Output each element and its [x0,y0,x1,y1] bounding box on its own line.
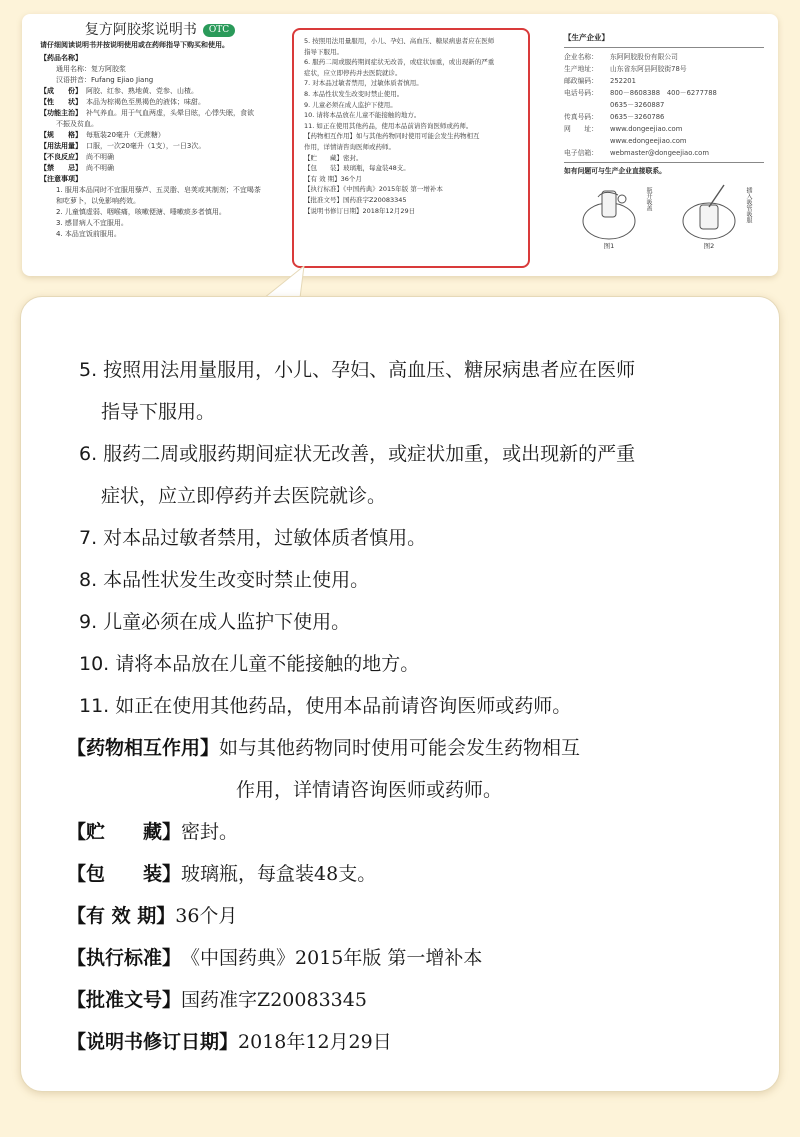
company-note: 如有问题可与生产企业直接联系。 [564,167,666,175]
leaflet-middle-line: 作用，详情请咨询医师或药师。 [304,142,395,151]
enlarged-card [20,296,780,1092]
leaflet-middle-line: 指导下服用。 [304,47,343,56]
leaflet-left-text: 本品为棕褐色至黑褐色的液体；味甜。 [86,98,205,106]
precaution-list [79,349,759,727]
company-value: 东阿阿胶股份有限公司 [610,53,678,61]
company-row [564,63,764,75]
company-key: 生产地址： [564,65,598,73]
company-row [564,123,764,135]
leaflet-left-row [40,53,280,64]
section-body-continued: 作用，详情请咨询医师或药师。 [236,779,503,801]
leaflet-middle-column [292,14,530,276]
info-section [67,937,759,979]
leaflet-left-text: 尚不明确 [86,164,114,172]
precaution-item: 6. 服药二周或服药期间症状无改善，或症状加重，或出现新的严重 [79,443,636,465]
leaflet-left-head: 【注意事项】 [40,175,82,183]
leaflet-middle-line: 【药物相互作用】如与其他药物同时使用可能会发生药物相互 [304,132,480,141]
figure-1-caption: 图1 [603,242,615,250]
company-row [564,135,764,147]
precaution-item-continued: 症状，应立即停药并去医院就诊。 [101,485,387,507]
leaflet-left-text: 尚不明确 [86,153,114,161]
leaflet-left-head: 【药品名称】 [40,54,82,62]
section-heading: 【包 装】 [67,863,182,885]
section-heading: 【批准文号】 [67,989,182,1011]
leaflet-middle-line: 【包 装】玻璃瓶，每盒装48支。 [304,164,410,173]
leaflet-middle-line: 6. 服药二周或服药期间症状无改善，或症状加重，或出现新的严重 [304,58,495,67]
company-heading: 【生产企业】 [564,33,609,42]
usage-figures [564,183,764,252]
company-key: 电话号码： [564,89,598,97]
section-heading: 【有 效 期】 [67,905,176,927]
company-value: 800－8608388 400－6277788 [610,89,717,97]
leaflet-left-lines [40,53,280,240]
company-key [564,99,610,111]
precaution-item: 9. 儿童必须在成人监护下使用。 [79,611,351,633]
leaflet-middle-line: 8. 本品性状发生改变时禁止使用。 [304,89,404,98]
divider [564,47,764,48]
company-row [564,87,764,99]
straw-insert-icon [678,183,740,241]
bottle-open-icon [578,183,640,241]
leaflet-left-row [40,207,280,218]
company-key: 企业名称： [564,53,598,61]
leaflet-middle-line: 【说明书修订日期】2018年12月29日 [304,206,416,215]
leaflet-left-head: 【禁 忌】 [40,164,82,172]
callout-pointer [264,266,324,298]
leaflet-left-text: 2. 儿童慎虚弱、咽喉痛，咳嗽便溏、唾嗽痰多者慎用。 [56,208,226,216]
leaflet-left-text: 和吃萝卜，以免影响药效。 [56,197,140,205]
section-heading: 【执行标准】 [67,947,182,969]
leaflet-left-text: 3. 感冒病人不宜服用。 [56,219,128,227]
section-body: 2018年12月29日 [238,1031,392,1053]
leaflet-left-head: 【不良反应】 [40,153,82,161]
leaflet-left-row [40,196,280,207]
company-row [564,99,764,111]
company-key: 网 址： [564,125,598,133]
section-heading: 【药物相互作用】 [67,737,220,759]
leaflet-middle-line: 10. 请将本品放在儿童不能接触的地方。 [304,111,421,120]
leaflet-left-row [40,64,280,75]
leaflet-left-text: 汉语拼音：Fufang Ejiao Jiang [56,76,154,84]
enlarged-content [67,349,759,1063]
leaflet-middle-line: 症状，应立即停药并去医院就诊。 [304,68,402,77]
section-body: 玻璃瓶，每盒装48支。 [181,863,377,885]
figure-1-label: 瓶开吸盖 [645,187,652,211]
leaflet-middle-line: 11. 如正在使用其他药品，使用本品前请咨询医师或药师。 [304,121,473,130]
leaflet-left-text: 补气养血。用于气血两虚，头晕目眩，心悸失眠，食欲 [86,109,254,117]
precaution-item-continued: 指导下服用。 [101,401,216,423]
precaution-item: 8. 本品性状发生改变时禁止使用。 [79,569,370,591]
leaflet-right-column [564,14,764,276]
info-section [67,727,759,769]
company-key: 邮政编码： [564,77,598,85]
company-row [564,51,764,63]
leaflet-middle-lines [304,36,518,216]
leaflet-middle-line: 【有 效 期】36个月 [304,174,362,183]
leaflet-left-row [40,97,280,108]
leaflet-thumbnail [22,14,778,276]
leaflet-left-row [40,86,280,97]
section-body: 密封。 [181,821,239,843]
company-value: 252201 [610,77,636,85]
precaution-item: 10. 请将本品放在儿童不能接触的地方。 [79,653,420,675]
figure-1 [574,183,652,252]
otc-badge: OTC [203,24,235,37]
leaflet-warning: 请仔细阅读说明书并按说明使用或在药师指导下购买和使用。 [40,41,229,49]
leaflet-left-head: 【性 状】 [40,98,82,106]
leaflet-left-row [40,174,280,185]
leaflet-left-text: 通用名称：复方阿胶浆 [56,65,126,73]
company-row [564,75,764,87]
company-value: www.edongeejiao.com [610,137,687,145]
leaflet-left-text: 不振及贫血。 [56,120,98,128]
precaution-item: 11. 如正在使用其他药品，使用本品前请咨询医师或药师。 [79,695,572,717]
figure-2 [674,183,752,252]
leaflet-middle-line: 【贮 藏】密封。 [304,153,363,162]
leaflet-middle-line: 7. 对本品过敏者禁用，过敏体质者慎用。 [304,79,423,88]
leaflet-left-text: 口服，一次20毫升（1支），一日3次。 [86,142,206,150]
info-section [67,895,759,937]
precaution-item: 7. 对本品过敏者禁用，过敏体质者慎用。 [79,527,427,549]
section-body: 国药准字Z20083345 [181,989,367,1011]
divider [564,162,764,163]
highlight-box [292,28,530,268]
figure-2-label: 插入吸管吸服 [745,187,752,223]
leaflet-left-row [40,130,280,141]
leaflet-middle-line: 【执行标准】《中国药典》2015年版 第一增补本 [304,185,443,194]
leaflet-left-text: 4. 本品宜饭前服用。 [56,230,121,238]
leaflet-left-row [40,119,280,130]
leaflet-left-row [40,218,280,229]
info-section [67,811,759,853]
leaflet-left-row [40,108,280,119]
company-value: www.dongeejiao.com [610,125,683,133]
figure-2-caption: 图2 [703,242,715,250]
precaution-item: 5. 按照用法用量服用，小儿、孕妇、高血压、糖尿病患者应在医师 [79,359,636,381]
leaflet-left-row [40,185,280,196]
info-sections [67,727,759,1063]
leaflet-title: 复方阿胶浆说明书 [84,22,197,38]
leaflet-title-row [40,24,280,37]
company-value: 0635－3260786 [610,113,665,121]
leaflet-left-column [40,14,280,276]
company-key: 电子信箱： [564,149,598,157]
company-value: 0635－3260887 [610,101,665,109]
section-body: 如与其他药物同时使用可能会发生药物相互 [219,737,581,759]
company-key [564,135,610,147]
company-value: webmaster@dongeejiao.com [610,149,709,157]
leaflet-middle-line: 【批准文号】国药准字Z20083345 [304,195,407,204]
company-row [564,111,764,123]
leaflet-middle-line: 9. 儿童必须在成人监护下使用。 [304,100,397,109]
leaflet-left-head: 【功能主治】 [40,109,82,117]
leaflet-left-text: 1. 服用本品同时不宜服用藜芦、五灵脂、皂荚或其制剂；不宜喝茶 [56,186,261,194]
leaflet-left-head: 【成 份】 [40,87,82,95]
company-row [564,147,764,159]
info-section [67,979,759,1021]
leaflet-left-head: 【用法用量】 [40,142,82,150]
info-section [67,853,759,895]
leaflet-left-row [40,152,280,163]
company-value: 山东省东阿县阿胶街78号 [610,65,687,73]
leaflet-left-row [40,163,280,174]
leaflet-middle-line: 5. 按照用法用量服用，小儿、孕妇、高血压、糖尿病患者应在医师 [304,37,495,45]
section-body: 36个月 [175,905,238,927]
leaflet-left-row [40,75,280,86]
leaflet-left-row [40,229,280,240]
leaflet-left-row [40,141,280,152]
section-heading: 【贮 藏】 [67,821,182,843]
leaflet-left-text: 每瓶装20毫升（无蔗糖） [86,131,165,139]
leaflet-left-text: 阿胶、红参、熟地黄、党参、山楂。 [86,87,198,95]
section-body: 《中国药典》2015年版 第一增补本 [181,947,483,969]
company-key: 传真号码： [564,113,598,121]
info-section [67,1021,759,1063]
leaflet-left-head: 【规 格】 [40,131,82,139]
section-heading: 【说明书修订日期】 [67,1031,239,1053]
company-rows [564,51,764,159]
